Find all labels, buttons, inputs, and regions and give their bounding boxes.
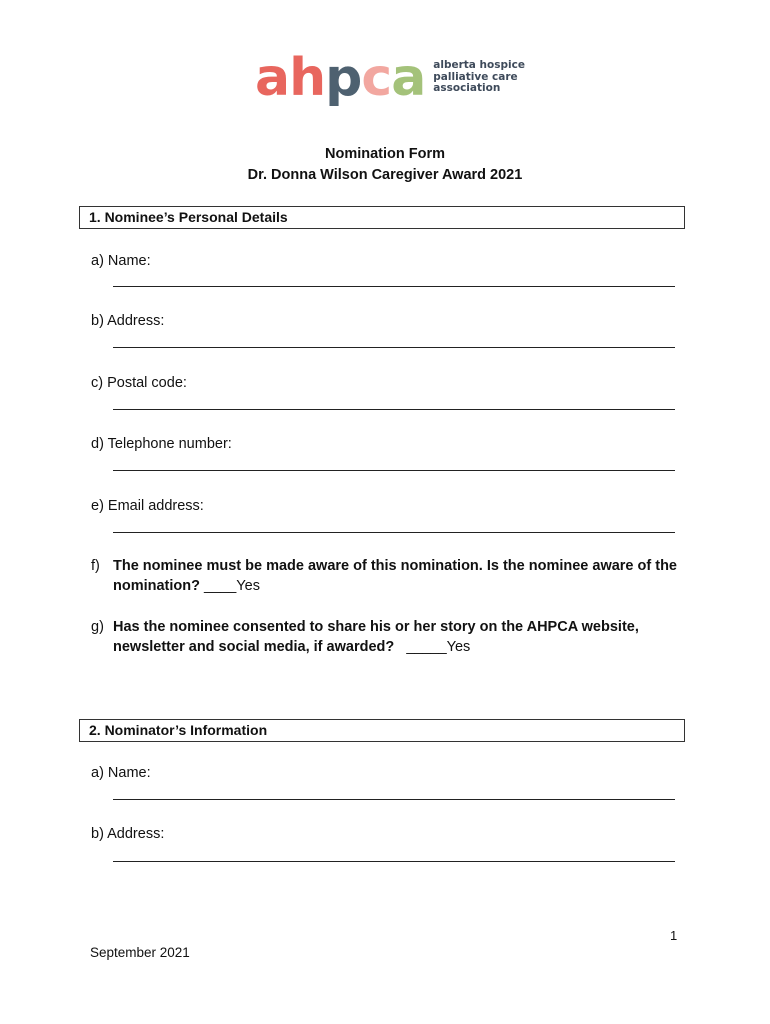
form-title-line2: Dr. Donna Wilson Caregiver Award 2021 — [247, 167, 523, 183]
nominee-name-label: a) Name: — [91, 253, 151, 269]
question-text-body: Has the nominee consented to share his or her story on the AHPCA website, newsletter and social media, if awarded? — [113, 619, 639, 655]
section-heading-nominator: 2. Nominator’s Information — [79, 719, 685, 742]
form-title — [0, 144, 770, 186]
question-text — [113, 556, 691, 596]
nominator-address-label: b) Address: — [91, 826, 165, 842]
question-text-body: The nominee must be made aware of this nomination. Is the nominee aware of the nomination? — [113, 558, 677, 594]
nominee-address-line[interactable] — [113, 347, 675, 348]
section-heading-nominee: 1. Nominee’s Personal Details — [79, 206, 685, 229]
logo-subtitle-line: alberta hospice — [433, 59, 525, 71]
nominee-name-line[interactable] — [113, 286, 675, 287]
footer-date: September 2021 — [90, 945, 190, 960]
nominee-postal-label: c) Postal code: — [91, 375, 187, 391]
nominee-email-label: e) Email address: — [91, 498, 204, 514]
logo-letter-a: a — [255, 48, 290, 108]
logo-letter-c: c — [361, 48, 392, 108]
nominator-address-line[interactable] — [113, 861, 675, 862]
question-letter: f) — [91, 558, 100, 574]
nominee-phone-line[interactable] — [113, 470, 675, 471]
logo-subtitle — [433, 60, 523, 95]
logo-wordmark — [255, 48, 426, 108]
nominee-postal-line[interactable] — [113, 409, 675, 410]
page-number: 1 — [670, 928, 678, 943]
logo-letter-a2: a — [391, 48, 426, 108]
form-title-line1: Nomination Form — [324, 146, 446, 162]
question-nominee-aware — [91, 556, 691, 596]
logo-subtitle-line: association — [433, 82, 501, 94]
logo-letter-h: h — [289, 48, 326, 108]
answer-yes-blank[interactable]: ____Yes — [200, 578, 260, 594]
question-nominee-consent — [91, 617, 691, 657]
nominee-address-label: b) Address: — [91, 313, 165, 329]
answer-yes-blank[interactable]: _____Yes — [394, 639, 471, 655]
logo-letter-p: p — [325, 48, 362, 108]
question-letter: g) — [91, 619, 104, 635]
ahpca-logo — [255, 48, 525, 108]
nominee-email-line[interactable] — [113, 532, 675, 533]
question-text — [113, 617, 691, 657]
nominator-name-line[interactable] — [113, 799, 675, 800]
nominator-name-label: a) Name: — [91, 765, 151, 781]
nominee-phone-label: d) Telephone number: — [91, 436, 232, 452]
logo-subtitle-line: palliative care — [433, 70, 518, 83]
